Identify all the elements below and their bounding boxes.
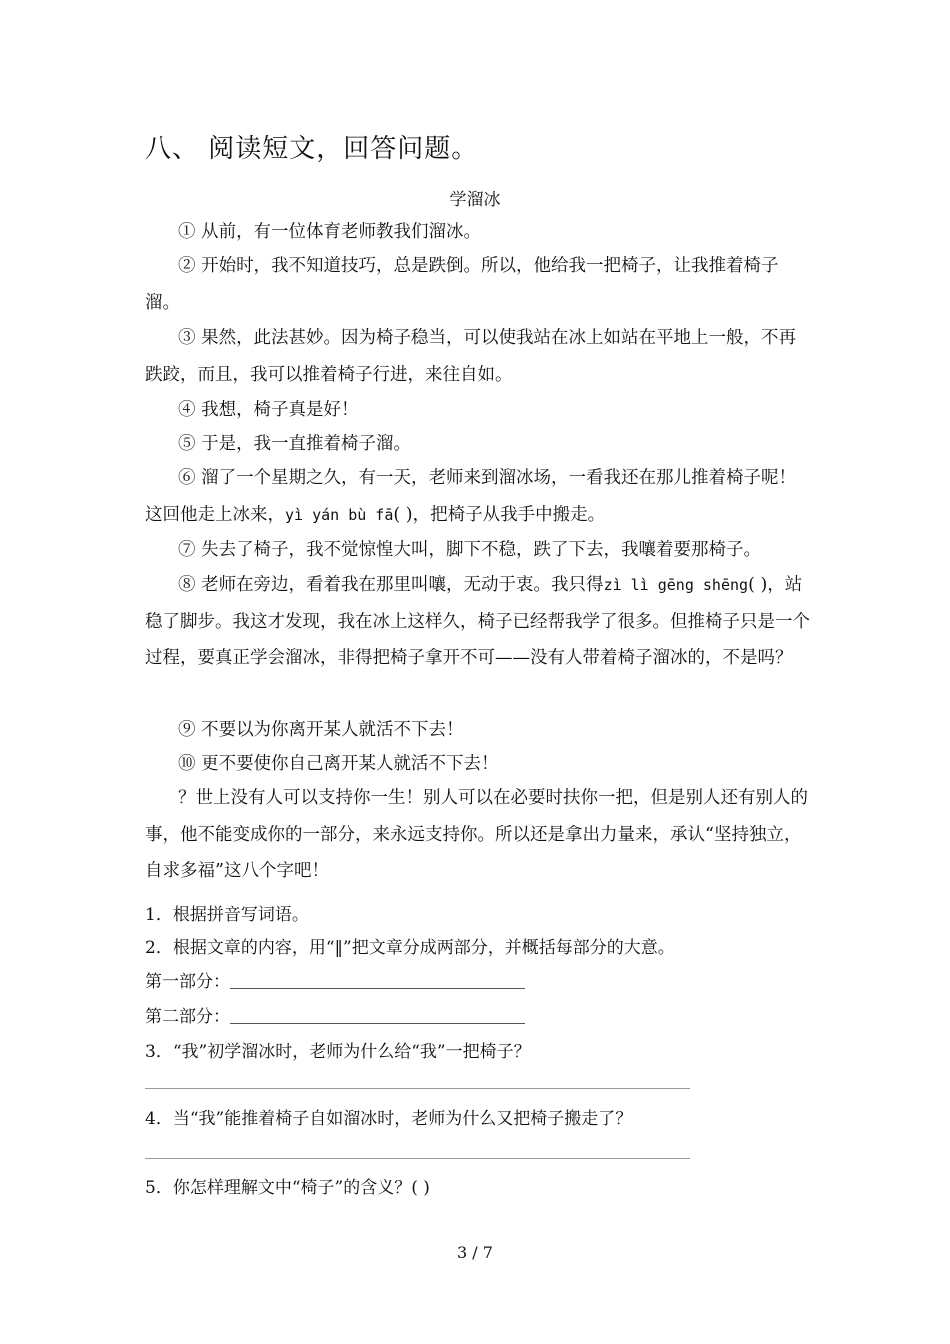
paragraph-8-text-a: ⑧ 老师在旁边，看着我在那里叫嚷，无动于衷。我只得	[178, 575, 604, 595]
question-3: 3．“我”初学溜冰时，老师为什么给“我”一把椅子？	[145, 1042, 531, 1062]
pinyin-answer-blank-1[interactable]: ( )，把椅子从我手中搬走。	[393, 504, 606, 525]
paragraph-6	[145, 460, 810, 533]
part-2-label: 第二部分：	[145, 1007, 230, 1027]
part-2-answer-line[interactable]	[230, 1005, 525, 1024]
paragraph-3: ③ 果然，此法甚妙。因为椅子稳当，可以使我站在冰上如站在平地上一般，不再跌跤，而且，我可以推着椅子行进，来往自如。	[145, 328, 797, 385]
paragraph-11: ？世上没有人可以支持你一生！别人可以在必要时扶你一把，但是别人还有别人的事，他不能变成你的一部分，来永远支持你。所以还是拿出力量来，承认“坚持独立，自求多福”这八个字吧！	[145, 788, 808, 881]
paragraph-4: ④ 我想，椅子真是好！	[178, 400, 359, 420]
paragraph-10: ⑩ 更不要使你自己离开某人就活不下去！	[178, 754, 499, 774]
question-5: 5．你怎样理解文中“椅子”的含义？( )	[145, 1178, 430, 1198]
page-number: 3 / 7	[457, 1243, 493, 1262]
part-2-row	[145, 1002, 525, 1027]
paragraph-8	[145, 567, 810, 677]
paragraph-6-text-a: ⑥ 溜了一个星期之久，有一天，老师来到溜冰场，一看我还在那儿推着椅子呢！这回他走上冰来，	[145, 468, 797, 525]
question-3-answer-line[interactable]	[145, 1088, 690, 1089]
question-1: 1．根据拼音写词语。	[145, 905, 309, 925]
part-1-label: 第一部分：	[145, 972, 230, 992]
pinyin-prompt-2: zì lì gēng shēng	[603, 576, 749, 594]
paragraph-1: ① 从前，有一位体育老师教我们溜冰。	[178, 222, 482, 242]
question-4-answer-line[interactable]	[145, 1158, 690, 1159]
story-title: 学溜冰	[449, 190, 501, 210]
part-1-row	[145, 967, 525, 992]
paragraph-2: ② 开始时，我不知道技巧，总是跌倒。所以，他给我一把椅子，让我推着椅子溜。	[145, 256, 779, 313]
pinyin-answer-blank-2[interactable]: ( )，站稳了脚步。我这才发现，我在冰上这样久，椅子已经帮我学了很多。但推椅子只是一个过程，要真正学会溜冰，非得把椅子拿开不可——没有人带着椅子溜冰的，不是吗？	[145, 575, 810, 668]
question-4: 4．当“我”能推着椅子自如溜冰时，老师为什么又把椅子搬走了？	[145, 1109, 633, 1129]
question-2: 2．根据文章的内容，用“‖”把文章分成两部分，并概括每部分的大意。	[145, 938, 675, 958]
paragraph-5: ⑤ 于是，我一直推着椅子溜。	[178, 434, 412, 454]
paragraph-9: ⑨ 不要以为你离开某人就活不下去！	[178, 720, 464, 740]
section-heading: 八、 阅读短文，回答问题。	[145, 134, 479, 164]
part-1-answer-line[interactable]	[230, 970, 525, 989]
paragraph-7: ⑦ 失去了椅子，我不觉惊惶大叫，脚下不稳，跌了下去，我嚷着要那椅子。	[178, 540, 762, 560]
pinyin-prompt-1: yì yán bù fā	[285, 505, 394, 524]
